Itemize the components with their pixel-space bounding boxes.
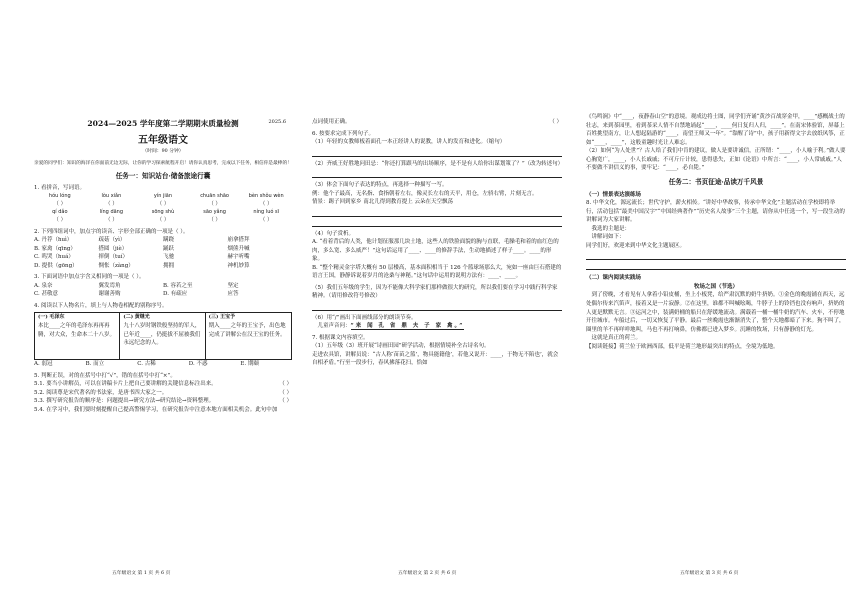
question-6: 6. 按要求完成下列句子。 [312,130,374,137]
judge-answer-box[interactable]: （ ） [279,398,292,405]
person-card: (三) 王宝予 期入____之年的王宝予，出色地完成了讲解公在汉王宝的任务。 [208,314,286,338]
answer-line[interactable] [586,263,846,270]
reading-link: 【阅读链接】荷兰位于欧洲西部，低平是荷兰地形最突出的特点，全境为低地。 [586,343,779,350]
q7-item-2: （2）如何“为人处世”？古人给了我们中肯的建议，做人是要讲诚信，正所谓：“____，小人喻于利。”做人要心胸宽广，____，小人长戚戚；不可斤斤计较，患得患失，正如《论语》中所言：“____，小人常戚戚。”人不要做不讲信义的事，要牢记：“____，必自毙。” [586,148,846,172]
q2-option-b: B. 家禽（qīng） 搭圆（jiè） 踊跃 烟熊升喊 [34,245,250,252]
passage-title: 牧场之国（节选） [693,283,738,290]
section-2-heading: （二）课内阅读实践场 [586,275,642,282]
rhythm-sentence[interactable]: “来 闻 孔 省 鼎 夫 子 家 禽。” [350,323,465,330]
answer-boxes-1[interactable]: （ ） （ ） （ ） （ ） （ ） [53,201,273,208]
exam-tip: 亲爱的同学们：知识的海洋在你面前无边无际，让你的学习探索航程开启！请你认真思考，完成以下任务，相信你是最棒的！ [34,160,292,166]
q8-speech-start: 同学们好，欢迎来到中华文化主题展区。 [586,242,686,249]
question-8: 8. 中华文化，源远流长；世代守护，薪火相传。“讲好中华故事，传承中华文化”主题活动在学校即将举行，活动包括“最美中国汉字”“中国经典著作”“历史名人故事”三个主题，请你从中任选一个，写一段生动的讲解词为大家讲解。 [586,200,845,224]
q4-options: A. 弱冠 B. 而立 C. 古稀 D. 不惑 E. 期颐 [34,361,259,368]
question-1: 1. 看拼音，写词语。 [34,185,85,192]
person-cards [34,312,292,360]
q8-theme-line: 我选的主题是： [591,225,631,232]
judge-item: 5.1. 要当小讲解员，可以在讲稿卡片上把自己要讲解的关键信息标注出来。 （ ） [34,381,292,388]
q7-poem-fill: 《鸟鸣涧》中“____，夜静春山空”的意境。观成边将士图，同学们齐诵“黄沙百战穿金甲，____”感概战士的壮志，来到茶园里，看到茶采人情不自禁地诵起“____，____何日复归人归，____”。在南宋体验馆，屏幕上百姓挑望南方，让人想起陆游的“____，南望王师又一年”。“靠醒了诗”中，孩子用新得文字去放纸风筝，正如“____，____”，这般童趣时光让人难忘。 [586,114,845,146]
exam-time: （时间：90 分钟） [142,149,184,155]
q8-speech-label: 讲解词如下： [591,234,625,241]
answer-line[interactable] [312,304,562,311]
answer-line[interactable] [586,253,846,260]
q6-item-4a: A. “看着背后的人类，他计划征服那几块土地，这些人的铁脸面貌的胸与直联，毛臊毛和着的血红色的肉，多么宽、多么威严！”这句话运用了____、____的修辞手法，生动地描述了样子____。____的形象。 [312,239,559,263]
q7-item-1: （1）五年级（3）班开展“诗画田园”研学活动，根据情境补全古诗名句。 [312,343,490,350]
q6-item-4: （4）句子赏析。 [312,230,354,237]
answer-line[interactable] [312,171,562,178]
exam-page-1 [0,0,300,609]
answer-line[interactable] [312,220,562,227]
q6-item-4b: B. “整个精灵金字塔大概有 50 层楼高，基本面积相当于 126 个篮球场那么大，宛如一座由巨石搭建的语言王国，静静诉说着岁月的沧桑与神秘。”这句话中运用的说明方法有：____、____。 [312,264,562,280]
question-5: 5. 判断正误，对的在括号中打“√”，错的在括号中打“×”。 [34,372,176,379]
q6-item-1: （1）年轻的女教师板着面孔一本正经讲人的说教，讲人的发育和进化。（缩句） [312,139,506,146]
q6-item-2: （2）齐威王好胜地问田忌：“你还打算跟马的出场顺序，是不是有人给你出谋划策了？”（改为转述句） [312,160,564,167]
answer-boxes-2[interactable]: （ ） （ ） （ ） （ ） （ ） [53,217,273,224]
section-1-heading: （一）情景表达演练场 [586,191,642,198]
exam-page-3 [572,0,860,609]
judge-item: 5.2. 阅读尊是宋代著名的书法家，是唐书四大家之一。 （ ） [34,389,292,396]
q2-option-a: A. 丹荐（huì） 疏菇（yì） 蹒跷 崩拿搭拜 [34,237,250,244]
q6-item-6-text: 儿童声音问：“来 闻 孔 省 鼎 夫 子 家 禽。” [317,323,465,330]
pinyin-row-2: qí dǎo líng dāng sōng shù sāo yǎng níng luó sī [52,208,280,215]
page-footer: 五年级语文 第 3 页 共 6 页 [680,571,739,576]
exam-title: 2024—2025 学年度第二学期期末质量检测 2025.6 [87,119,286,128]
q2-option-c: C. 呜哭（huá） 摔倒（tuí） 飞驰 赫宇听嘴 [34,254,250,261]
question-7: 7. 根据课文内容填空。 [312,334,369,341]
q6-item-3: （3）体会下面句子表达的特点，再选择一种描写一写。 [312,182,448,189]
passage-ending: 这就是真正的荷兰。 [591,335,642,342]
reading-passage: 到了傍晚，才看见有人拿着小铅皮桶，坐上小板凳，给严肃沉默的奶牛挤奶。①金色的晚霞铺在西天，远处偶尔传来汽笛声，接着又是一片寂静。②在这里，谁都不叫喊吆喝，牛脖子上的铃铛也没有响声，挤奶的人更是默默无言。③运河之中，装满奶桶的船只在舒缓地流动。满载着一桶一桶牛奶的汽车、火车，不停地开往城市。车船过后，一切又恢复了平静。最后一丝晚霞也渐渐消失了，整个天地都暗了下来。狗不叫了，圈里的羊不再咩咩地叫，马也不再打响鼻，仿佛都已进入梦乡。沉睡的牧场，只有静静的灯光。 [586,292,845,333]
judge-answer-box[interactable]: （ ） [279,389,292,396]
judge-item: 5.3. 撰写研究报告的顺序是：问题提出→研究方法→研究结论→资料整理。 （ ） [34,398,292,405]
q2-option-d: D. 提供（gōng） 惆怅（zàng） 拥拥 神机妙算 [34,262,250,269]
task-1-heading: 任务一：知识站台·储备旅途行囊 [115,171,211,180]
question-2: 2. 下列四组词中，加点字的读音、字形全部正确的一项是（ ）。 [34,228,189,235]
exam-date: 2025.6 [268,119,286,125]
judge-answer-box[interactable]: （ ） [279,381,292,388]
subject-title: 五年级语文 [138,134,188,146]
page-footer: 五年级语文 第 1 页 共 6 页 [112,571,171,576]
q6-item-5: （5）我们五年级的学生，因为不能像大科学家们那样做很大的研究，所以我们要在学习中践行科学家精神。（请用修改符号修改） [312,284,558,300]
judge-item: 5.4. 在学习中，我们要时刻提醒自己提高警惕学习，在研究报告中注意本地方面相关机会。此句中加 [34,406,278,413]
q3-options-ab: A. 泉奈 翼发焉角 B. 容若之至 坚定 [34,282,239,289]
page-footer: 五年级语文 第 2 页 共 6 页 [398,571,457,576]
answer-line[interactable] [312,210,562,217]
q6-item-3-options: 情景：踢子回到家乡 南北儿得到教育提上 云朵在天空飘荡 [312,199,453,206]
question-4: 4. 阅读以下人物名片，填上与人物卷相配的别称序号。 [34,302,168,309]
question-3: 3. 下面词语中加点字含义相同的一项是（ ）。 [34,274,145,281]
answer-line[interactable] [312,150,562,157]
person-card: (二) 黄继光 九十八岁时钢铁般坚持的军人，已年近____，仍挺拔不屈被我们永远纪念的人。 [120,313,205,359]
q6-item-6: （6）用“/”画出下面画线部分的朗读节奏。 [312,314,417,321]
judge-answer-box[interactable]: （ ） [549,119,562,125]
judge-item-continued: 点词使用正确。 （ ） [312,119,562,125]
q6-item-3-example: 例：他个子最高，无名指、食指朝着左右，像灵长左右的天平，用仓，左骄右臂，片刻无言。 [312,190,538,197]
pinyin-row-1: hóu lóng lòu xiǎn yín jiān chuān shāo bèn shǒu wèn [48,192,284,199]
q7-item-1-text: 走进农具馆，讲解员说：“古人称‘苗苗之篮’，物具能籍他’，若他又说开：____，于物无不陷也’，就会自相矛盾。”行至一段步行，春风拂落花扫，恰如 [312,351,559,367]
task-2-heading: 任务二：书页征途·品读万千风景 [668,177,764,186]
person-card: (一) 毛泽东 本比____之年的毛泽东再再再腾，对大众，生命本二十八岁。 [35,313,120,359]
exam-page-2 [300,0,572,609]
q3-options-cd: C. 甚敬意 谢谢善购 D. 有疏应 应答 [34,291,239,298]
